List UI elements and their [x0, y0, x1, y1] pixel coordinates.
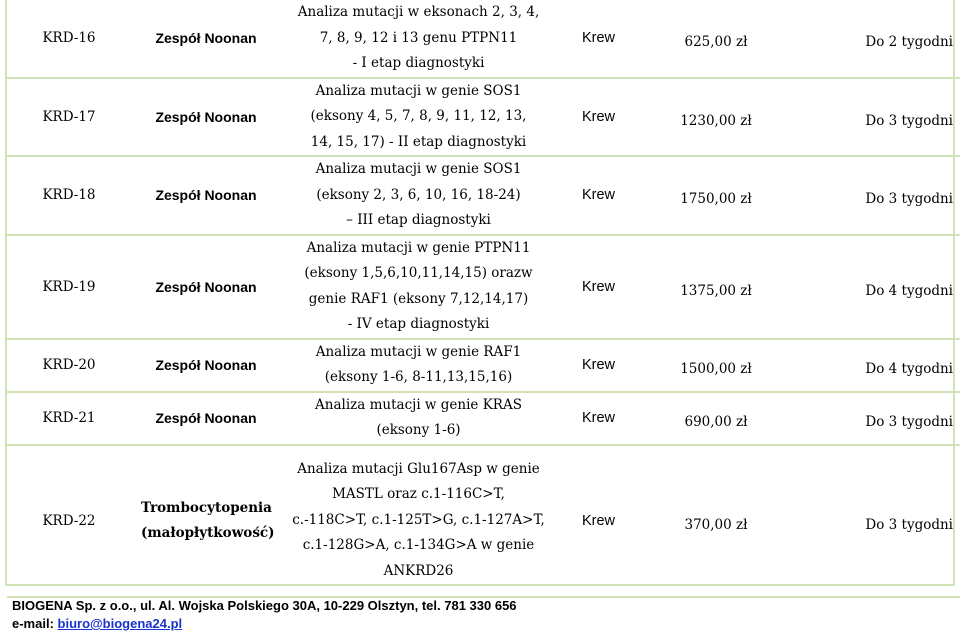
description-line: – III etap diagnostyki	[346, 212, 491, 228]
turnaround-time	[791, 235, 960, 339]
description-line: 14, 15, 17) - II etap diagnostyki	[310, 133, 527, 150]
test-name: Zespół Noonan	[131, 78, 281, 157]
test-price	[641, 445, 791, 597]
test-description	[281, 445, 556, 597]
test-name: Zespół Noonan	[131, 392, 281, 445]
turnaround-time	[791, 156, 960, 235]
time-value: Do 4 tygodni	[865, 282, 953, 299]
description-line: Analiza mutacji w eksonach 2, 3, 4,	[297, 4, 540, 20]
turnaround-time	[791, 0, 960, 78]
time-value: Do 3 tygodni	[865, 516, 953, 533]
description-line: Analiza mutacji w genie RAF1	[315, 343, 522, 360]
footer-email-label: e-mail:	[12, 616, 58, 631]
time-value: Do 3 tygodni	[865, 112, 953, 129]
test-description	[281, 392, 556, 445]
time-value: Do 2 tygodni	[865, 34, 953, 51]
sample-material: Krew	[556, 0, 641, 78]
description-line: - IV etap diagnostyki	[347, 316, 490, 332]
table-row	[7, 78, 960, 157]
turnaround-time	[791, 339, 960, 392]
price-value: 1750,00 zł	[680, 191, 752, 208]
sample-material: Krew	[556, 78, 641, 157]
description-line: c.-118C>T, c.1-125T>G, c.1-127A>T,	[292, 511, 545, 528]
description-line: (eksony 1,5,6,10,11,14,15) orazw	[304, 265, 533, 281]
price-table	[7, 0, 960, 598]
description-line: (eksony 2, 3, 6, 10, 16, 18-24)	[316, 186, 521, 203]
description-line: ANKRD26	[383, 562, 454, 579]
sample-material: Krew	[556, 156, 641, 235]
test-description	[281, 156, 556, 235]
sample-material: Krew	[556, 445, 641, 597]
price-value: 625,00 zł	[684, 34, 748, 51]
description-line: Analiza mutacji w genie SOS1	[315, 82, 522, 99]
footer-email-line	[12, 615, 517, 633]
test-code: KRD-20	[7, 339, 131, 392]
turnaround-time	[791, 445, 960, 597]
footer-company: BIOGENA Sp. z o.o., ul. Al. Wojska Polskiego 30A, 10-229 Olsztyn, tel. 781 330 656	[12, 598, 517, 613]
turnaround-time	[791, 78, 960, 157]
table-row	[7, 235, 960, 339]
sample-material: Krew	[556, 235, 641, 339]
test-code: KRD-21	[7, 392, 131, 445]
description-line: Analiza mutacji w genie KRAS	[315, 396, 522, 413]
test-name: Zespół Noonan	[131, 235, 281, 339]
time-value: Do 4 tygodni	[865, 361, 953, 377]
description-line: Analiza mutacji w genie PTPN11	[306, 239, 531, 256]
price-value: 690,00 zł	[684, 414, 748, 430]
description-line: c.1-128G>A, c.1-134G>A w genie	[302, 537, 535, 554]
test-code: KRD-16	[7, 0, 131, 78]
description-line: - I etap diagnostyki	[352, 55, 485, 71]
test-price	[641, 0, 791, 78]
table-row	[7, 0, 960, 78]
table-row	[7, 339, 960, 392]
price-value: 1375,00 zł	[680, 282, 752, 299]
price-value: 370,00 zł	[684, 516, 748, 533]
description-line: (eksony 1-6, 8-11,13,15,16)	[324, 369, 513, 385]
test-code: KRD-19	[7, 235, 131, 339]
footer	[12, 597, 517, 633]
table-row	[7, 392, 960, 445]
test-name-text: Trombocytopenia (małopłytkowość)	[141, 499, 275, 541]
description-line: (eksony 4, 5, 7, 8, 9, 11, 12, 13,	[310, 108, 527, 124]
description-line: 7, 8, 9, 12 i 13 genu PTPN11	[319, 29, 518, 46]
test-price	[641, 339, 791, 392]
test-code: KRD-18	[7, 156, 131, 235]
test-description	[281, 78, 556, 157]
time-value: Do 3 tygodni	[865, 414, 953, 430]
sample-material: Krew	[556, 339, 641, 392]
description-line: genie RAF1 (eksony 7,12,14,17)	[308, 290, 529, 307]
price-value: 1500,00 zł	[680, 361, 752, 377]
test-description	[281, 235, 556, 339]
test-code: KRD-17	[7, 78, 131, 157]
turnaround-time	[791, 392, 960, 445]
test-price	[641, 156, 791, 235]
description-line: (eksony 1-6)	[376, 422, 461, 438]
test-price	[641, 392, 791, 445]
test-price	[641, 78, 791, 157]
description-line: Analiza mutacji w genie SOS1	[315, 161, 522, 177]
price-value: 1230,00 zł	[680, 112, 752, 129]
description-line: Analiza mutacji Glu167Asp w genie	[297, 460, 540, 477]
footer-email-link[interactable]: biuro@biogena24.pl	[57, 616, 183, 631]
test-description	[281, 339, 556, 392]
test-price	[641, 235, 791, 339]
table-row	[7, 156, 960, 235]
test-name: Zespół Noonan	[131, 156, 281, 235]
test-name	[131, 445, 281, 597]
test-code: KRD-22	[7, 445, 131, 597]
time-value: Do 3 tygodni	[865, 191, 953, 208]
test-name: Zespół Noonan	[131, 0, 281, 78]
description-line: MASTL oraz c.1-116C>T,	[332, 486, 505, 503]
test-name: Zespół Noonan	[131, 339, 281, 392]
test-description	[281, 0, 556, 78]
sample-material: Krew	[556, 392, 641, 445]
table-row	[7, 445, 960, 597]
